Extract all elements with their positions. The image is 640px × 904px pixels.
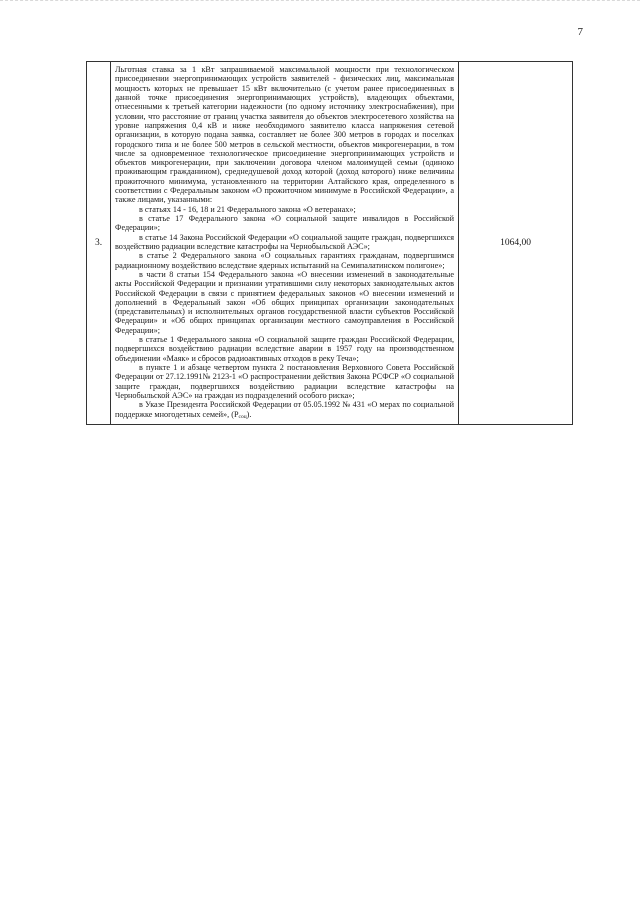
- description-item-last: [115, 400, 454, 422]
- subscript-soc: соц: [238, 413, 247, 420]
- description-intro: Льготная ставка за 1 кВт запрашиваемой максимальной мощности при технологическом присоединении энергопринимающих устройств заявителей - физических лиц, максимальная мощность которых не превышает 15 кВт включительно (с учетом ранее присоединенных в данной точке присоединения энергопринимающих устройств), владеющих объектами, отнесенными к третьей категории надежности (по одному источнику электроснабжения), при условии, что расстояние от границ участка заявителя до объектов электросетевого хозяйства на уровне напряжения 0,4 кВ и ниже необходимого заявителю класса напряжения сетевой организации, в которую подана заявка, составляет не более 300 метров в городах и поселках городского типа и не более 500 метров в сельской местности, объектов микрогенерации, в том числе за одновременное технологическое присоединение энергопринимающих устройств и объектов микрогенерации, при заключении договора членом малоимущей семьи (одиноко проживающим гражданином), среднедушевой доход которой (доход которого) ниже величины прожиточного минимума, установленного на территории Алтайского края, определенного в соответствии с Федеральным законом «О прожиточном минимуме в Российской Федерации», а также лицами, указанными:: [115, 65, 454, 205]
- table-row: [87, 62, 573, 425]
- description-item: в статьях 14 - 16, 18 и 21 Федерального закона «О ветеранах»;: [139, 204, 356, 214]
- last-item-suffix: ).: [246, 409, 252, 419]
- description-item: в пункте 1 и абзаце четвертом пункта 2 постановления Верховного Совета Российской Федерации от 27.12.1991№ 2123-1 «О распространении действия Закона РСФСР «О социальной защите граждан, подвергшихся воздействию радиации вследствие катастрофы на Чернобыльской АЭС» на граждан из подразделений особого риска»;: [115, 363, 454, 400]
- row-index: 3.: [87, 62, 111, 425]
- description-item: в статье 14 Закона Российской Федерации «О социальной защите граждан, подвергшихся воздействию радиации вследствие катастрофы на Чернобыльской АЭС»;: [115, 232, 454, 251]
- tariff-table: [86, 61, 573, 425]
- description-item: в части 8 статьи 154 Федерального закона «О внесении изменений в законодательные акты Российской Федерации и признании утратившими силу некоторых законодательных актов Российской Федерации в связи с принятием федеральных законов «О внесении изменений и дополнений в Федеральный закон «Об общих принципах организации законодательных (представительных) и исполнительных органов государственной власти субъектов Российской Федерации» и «Об общих принципах организации местного самоуправления в Российской Федерации»;: [115, 269, 454, 335]
- scan-top-edge: [0, 0, 640, 3]
- row-description: [111, 62, 459, 425]
- description-item: в статье 2 Федерального закона «О социальных гарантиях гражданам, подвергшимся радиационному воздействию вследствие ядерных испытаний на Семипалатинском полигоне»;: [115, 251, 454, 270]
- row-rate-value: 1064,00: [459, 62, 573, 425]
- last-item-text: в Указе Президента Российской Федерации от 05.05.1992 № 431 «О мерах по социальной поддержке многодетных семей», (Р: [115, 400, 454, 419]
- page-number: 7: [577, 26, 583, 38]
- description-item: в статье 17 Федерального закона «О социальной защите инвалидов в Российской Федерации»;: [115, 214, 454, 233]
- description-item: в статье 1 Федерального закона «О социальной защите граждан Российской Федерации, подвергшихся воздействию радиации вследствие аварии в 1957 году на производственном объединении «Маяк» и сбросов радиоактивных отходов в реку Теча»;: [115, 335, 454, 363]
